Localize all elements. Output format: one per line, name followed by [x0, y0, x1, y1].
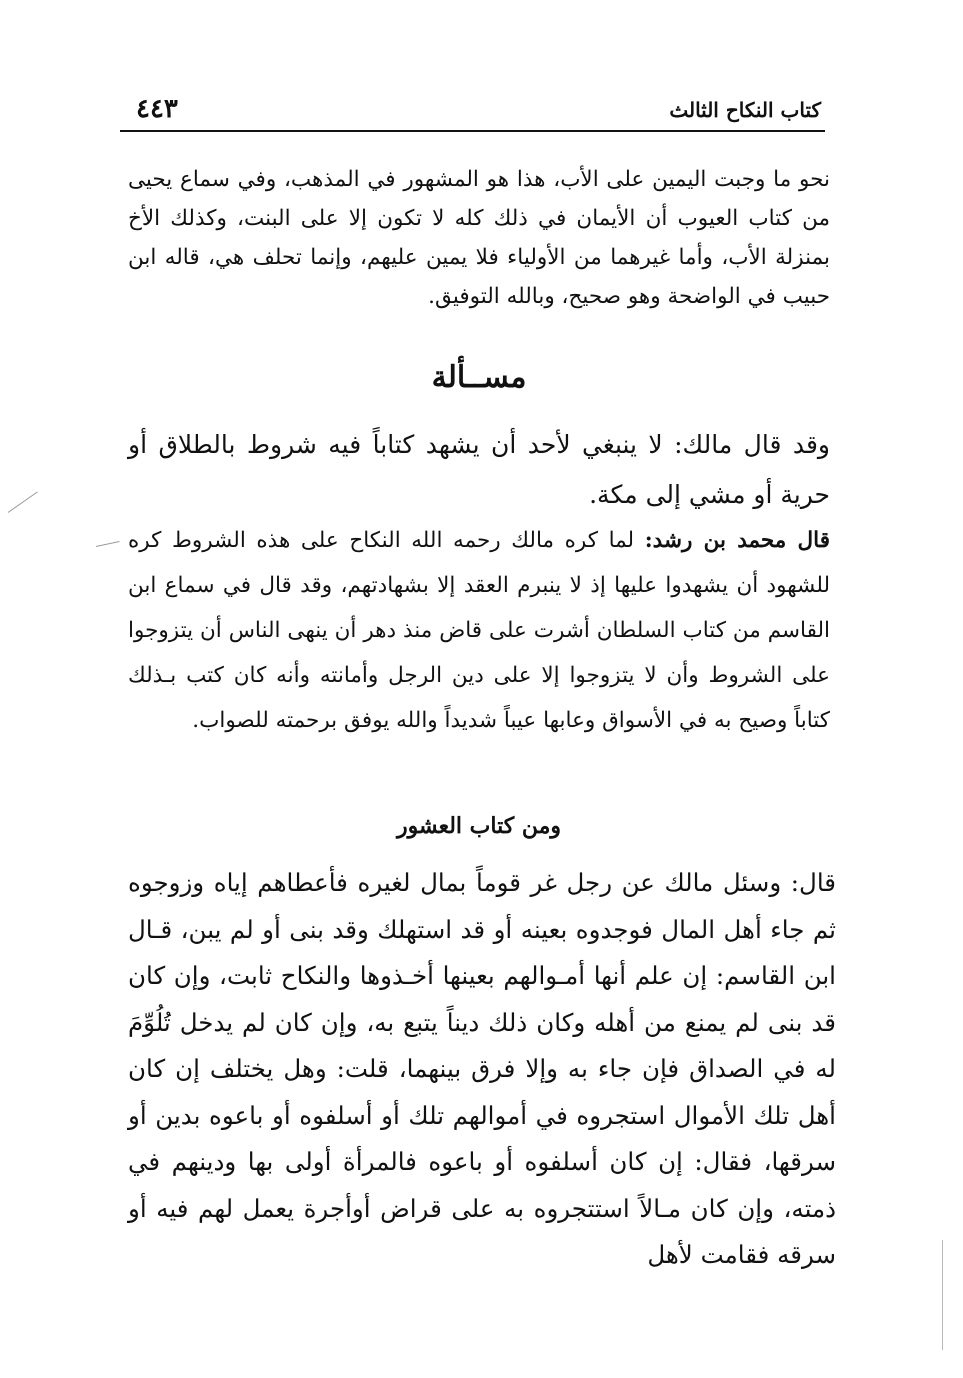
running-header	[120, 92, 825, 132]
scan-edge-line	[942, 1240, 943, 1350]
section-title: مســألة	[431, 360, 527, 395]
scan-margin-mark	[8, 491, 38, 512]
commentary-text: لما كره مالك رحمه الله النكاح على هذه الشروط كره للشهود أن يشهدوا عليها إذ لا ينبرم العقد إلا بشهادتهم، وقد قال في سماع ابن القاسم من كتاب السلطان أشرت على قاض منذ دهر أن ينهى الناس أن يتزوجوا على الشروط وأن لا يتزوجوا إلا على دين الرجل وأمانته وأنه كان كتب بـذلك كتاباً وصيح به في الأسواق وعابها عيباً شديداً والله يوفق برحمته للصواب.	[128, 528, 830, 733]
paragraph-malik-statement: وقد قال مالك: لا ينبغي لأحد أن يشهد كتاباً فيه شروط بالطلاق أو حرية أو مشي إلى مكة.	[128, 430, 830, 509]
commentator-name: قال محمد بن رشد:	[644, 528, 831, 553]
scan-margin-mark	[96, 541, 120, 547]
page-number: ٤٤٣	[136, 94, 178, 124]
header-title: كتاب النكاح الثالث	[669, 98, 821, 122]
paragraph-continuation: نحو ما وجبت اليمين على الأب، هذا هو المشهور في المذهب، وفي سماع يحيى من كتاب العيوب أن الأيمان في ذلك كله لا تكون إلا على البنت، وكذلك الأخ بمنزلة الأب، وأما غيرهما من الأولياء فلا يمين عليهم، وإنما تحلف هي، قاله ابن حبيب في الواضحة وهو صحيح، وبالله التوفيق.	[128, 167, 830, 309]
chapter-subheading: ومن كتاب العشور	[396, 813, 562, 839]
paragraph-question: قال: وسئل مالك عن رجل غر قوماً بمال لغيره فأعطاهم إياه وزوجوه ثم جاء أهل المال فوجدوه بعينه أو قد استهلك وقد بنى أو لم يبن، قـال ابن القاسم: إن علم أنها أمـوالهم بعينها أخـذوها والنكاح ثابت، وإن كان قد بنى لم يمنع من أهله وكان ذلك ديناً يتبع به، وإن كان لم يدخل تُلُوِّمَ له في الصداق فإن جاء به وإلا فرق بينهما، قلت: وهل يختلف إن كان أهل تلك الأموال استجروه في أموالهم تلك أو أسلفوه أو باعوه بدين أو سرقها، فقال: إن كان أسلفوه أو باعوه فالمرأة أولى بها ودينهم في ذمته، وإن كان مـالاً استتجروه به على قراض أوأجرة يعمل لهم فيه أو سرقه فقامت لأهل	[128, 868, 836, 1269]
paragraph-commentary	[128, 518, 830, 743]
